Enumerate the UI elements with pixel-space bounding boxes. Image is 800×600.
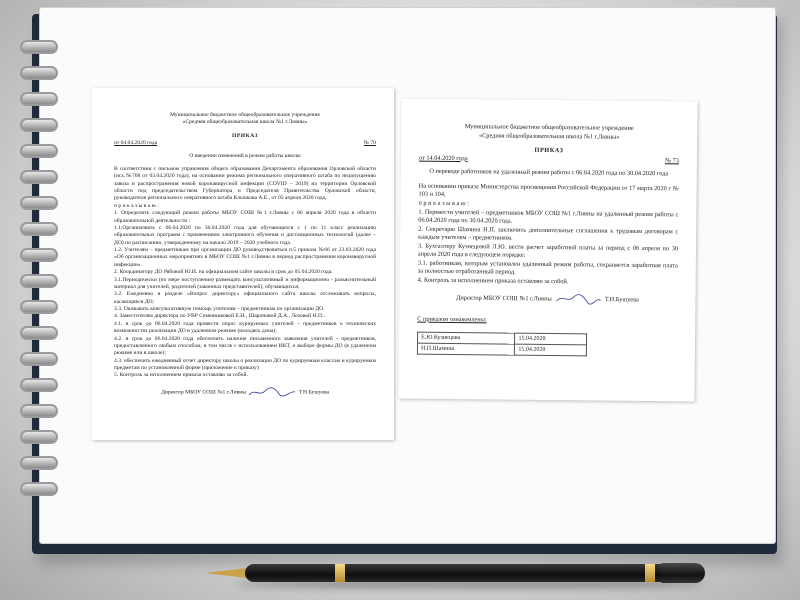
pen-nib (205, 568, 247, 578)
spiral-ring (20, 248, 58, 262)
date-number-row (419, 154, 679, 165)
signature-line: Директор МБОУ СОШ №1 г.Ливны (161, 389, 246, 396)
spiral-ring (20, 378, 58, 392)
org-line: Муниципальное бюджетное общеобразовательное учреждение (169, 112, 321, 118)
date-number-row (114, 140, 376, 147)
spiral-ring (20, 482, 58, 496)
preamble: На основании приказа Министерства просвещения Российской Федерации от 17 марта 2020 г № 103 и 104, (418, 182, 679, 199)
signature-name: Т.Н.Бушуева (298, 389, 329, 396)
acknowledgement-label: С приказом ознакомлены: (417, 315, 487, 323)
order-item: 2. Координатору ДО Рябовой Ю.И. на официальном сайте школы в срок до 05.04.2020 года: (114, 269, 333, 276)
spiral-ring (20, 170, 58, 184)
spiral-ring (20, 40, 58, 54)
spiral-ring (20, 92, 58, 106)
spiral-ring (20, 66, 58, 80)
order-item: 3.1.Периодически (по мере поступления) размещать консультативный и информационно - разъяснительный материал для учителей, родителей (законных представителей), обучающихся; (114, 276, 376, 290)
document-title: ПРИКАЗ (231, 132, 259, 139)
signature-block (114, 386, 376, 398)
order-item: 4.1. в срок до 06.04.2020 года провести опрос курируемых учителей – предметников о технических возможностях реализации ДО в удаленном режиме (находясь дома); (114, 320, 376, 335)
order-items (418, 208, 679, 288)
spiral-ring (20, 352, 58, 366)
order-subject: О введении изменений в режим работы школы (189, 152, 301, 159)
order-item: 3.3. Оказывать консультативную помощь учителям – предметникам по организации ДО. (114, 306, 325, 312)
order-subject: О переводе работников на удаленный режим работы с 06.04.2020 года по 30.04.2020 года (429, 168, 669, 178)
acknowledgement-table (417, 332, 587, 357)
order-item: 4. Заместителям директора по УВР Семенниковой Е.Н., Шароновой Д.А., Лозовой Н.П.: (114, 313, 325, 320)
order-item: 5. Контроль за исполнением приказа оставляю за собой. (114, 372, 248, 379)
pen-band (645, 564, 655, 582)
spiral-binding (20, 40, 60, 510)
spiral-ring (20, 300, 58, 314)
order-document-left (92, 88, 394, 440)
order-item: 3.2. Ежедневно в разделе «Вопрос директору» официального сайта школы отслеживать вопросы, касающиеся ДО; (114, 291, 376, 305)
spiral-ring (20, 144, 58, 158)
order-item: 3. Бухгалтеру Кузнецовой Л.Ю. вести расчет заработной платы за период с 06 апреля по 30 апреля 2020 года в следующем порядке: (417, 242, 679, 260)
order-item: 1. Определить следующий режим работы МБОУ СОШ №1 г.Ливны с 06 апреля 2020 года в области образовательной деятельности : (114, 210, 376, 224)
order-item: 1.2. Учителям – предметникам при организации ДО руководствоваться п.5 приказа №66 от 23.03.2020 года «Об организационных мероприятиях в МБОУ СОШ №1 г.Ливны в период распространения коронавирусной инфекции». (114, 247, 376, 268)
org-line: «Средняя общеобразовательная школа №1 г.Ливны» (182, 119, 308, 126)
spiral-ring (20, 222, 58, 236)
order-word: п р и к а з ы в а ю : (418, 199, 469, 208)
order-item: 4.2. в срок до 06.04.2020 года обеспечить наличие письменного заявления учителей - предметников, предоставленного любым способом, в том числе с использованием ИКТ, о выборе формы ДО (в удаленном режиме или в школе); (114, 335, 376, 357)
order-number: № 70 (363, 140, 376, 147)
document-title: ПРИКАЗ (534, 146, 564, 155)
signature-block (417, 291, 677, 306)
order-item: 4. Контроль за исполнением приказа оставляю за собой. (417, 276, 569, 286)
table-row (417, 343, 586, 356)
org-name (114, 112, 376, 127)
order-item: 3.1. работникам, которым установлен удаленный режим работы, сохраняется заработная плата за полностью отработанный период. (417, 259, 678, 277)
spiral-ring (20, 196, 58, 210)
order-date: от 14.04.2020 года (418, 154, 468, 162)
order-document-right (398, 98, 697, 401)
spiral-ring (20, 456, 58, 470)
org-name (419, 123, 679, 143)
order-item: 2. Секретарю Шамина Н.П. заключить дополнительные соглашения к трудовым договорам с каждым учителем – предметником. (418, 225, 679, 242)
spiral-ring (20, 326, 58, 340)
org-line: «Средняя общеобразовательная школа №1 г.Ливны» (478, 131, 620, 141)
spiral-ring (20, 274, 58, 288)
order-number: № 73 (665, 156, 679, 165)
ack-date: 15.04.2020 (515, 344, 587, 356)
signature-line: Директор МБОУ СОШ №1 г.Ливны (456, 294, 552, 303)
order-item: 1. Перевести учителей – предметников МБОУ СОШ №1 г.Ливны на удаленный режим работы с 06.04.2020 года по 30.04.2020 года. (418, 208, 679, 225)
ack-name: Н.П.Шамина (417, 343, 515, 355)
signature-name: Т.Н.Бушуева (604, 295, 639, 303)
handwritten-signature-icon (553, 293, 603, 306)
pen-body (245, 564, 665, 582)
org-line: Муниципальное бюджетное общеобразовательное учреждение (464, 123, 634, 132)
order-word: п р и к а з ы в а ю : (114, 202, 159, 209)
spiral-ring (20, 118, 58, 132)
pen-cap (660, 563, 705, 583)
pen-band (335, 564, 345, 582)
spiral-ring (20, 430, 58, 444)
handwritten-signature-icon (247, 386, 297, 398)
preamble: В соответствии с письмом управления общего образования Департамента образования Орловской области (исх.№768 от 03.04.2020 года), на основании режима регионального оперативного штаба по недопущению завоза и распространения новой коронавирусной инфекции (COVID – 2019) на территории Орловской области под председательством Губернатора и Председателя Правительства Орловской области, руководителя регионального оперативного штаба Клычкова А.Е., от 03 апреля 2020 года, (114, 165, 376, 202)
order-item: 4.3. обеспечить ежедневный отчет директору школы о реализации ДО по курируемым классам и курируемым предметам по установленной форме (приложение к приказу) (114, 357, 376, 371)
order-date: от 04.04.2020 года (114, 140, 158, 147)
order-items (114, 210, 376, 380)
spiral-ring (20, 404, 58, 418)
order-item: 1.1.Организовать с 06.04.2020 по 30.04.2020 года для обучающихся с 1 по 11 класс реализацию образовательных программ с применением электронного обучения и дистанционных технологий (далее – ДО) по расписанию, утвержденному на начало 2019 – 2020 учебного года. (114, 224, 376, 246)
ack-date: 15.04.2020 (515, 333, 587, 345)
ack-name: Е.Ю.Кузнецова (418, 332, 516, 344)
fountain-pen (205, 560, 705, 586)
